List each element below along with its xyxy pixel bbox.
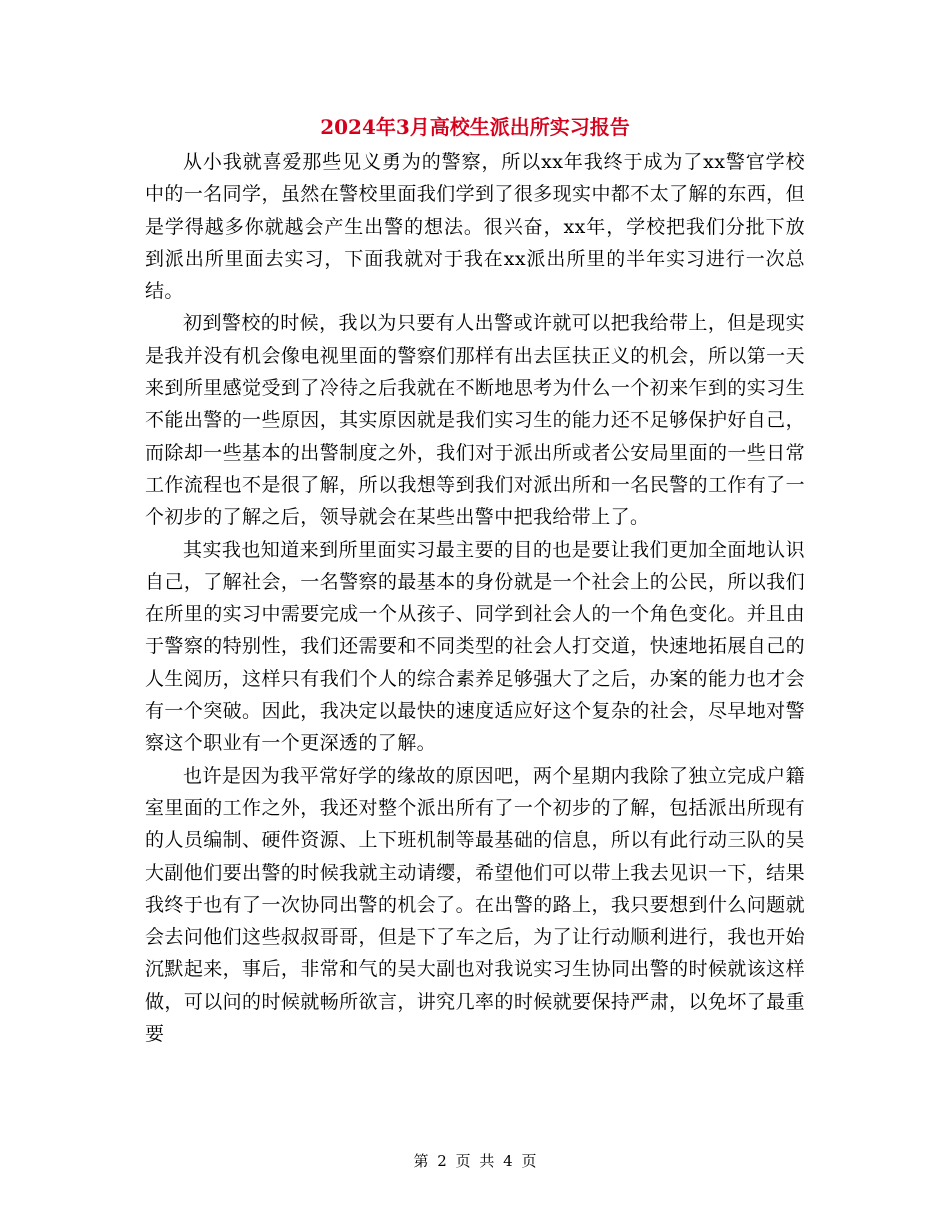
page-number-footer: 第 2 页 共 4 页 [413, 1152, 537, 1170]
document-body [145, 146, 805, 1050]
paragraph: 从小我就喜爱那些见义勇为的警察，所以xx年我终于成为了xx警官学校中的一名同学，虽然在警校里面我们学到了很多现实中都不太了解的东西，但是学得越多你就越会产生出警的想法。很兴奋，xx年，学校把我们分批下放到派出所里面去实习，下面我就对于我在xx派出所里的半年实习进行一次总结。 [145, 151, 805, 303]
document-title: 2024年3月高校生派出所实习报告 [320, 115, 630, 139]
paragraph: 初到警校的时候，我以为只要有人出警或许就可以把我给带上，但是现实是我并没有机会像电视里面的警察们那样有出去匡扶正义的机会，所以第一天来到所里感觉受到了冷待之后我就在不断地思考为什么一个初来乍到的实习生不能出警的一些原因，其实原因就是我们实习生的能力还不足够保护好自己，而除却一些基本的出警制度之外，我们对于派出所或者公安局里面的一些日常工作流程也不是很了解，所以我想等到我们对派出所和一名民警的工作有了一个初步的了解之后，领导就会在某些出警中把我给带上了。 [145, 312, 805, 529]
paragraph: 也许是因为我平常好学的缘故的原因吧，两个星期内我除了独立完成户籍室里面的工作之外，我还对整个派出所有了一个初步的了解，包括派出所现有的人员编制、硬件资源、上下班机制等最基础的信息，所以有此行动三队的吴大副他们要出警的时候我就主动请缨，希望他们可以带上我去见识一下，结果我终于也有了一次协同出警的机会了。在出警的路上，我只要想到什么问题就会去问他们这些叔叔哥哥，但是下了车之后，为了让行动顺利进行，我也开始沉默起来，事后，非常和气的吴大副也对我说实习生协同出警的时候就该这样做，可以问的时候就畅所欲言，讲究几率的时候就要保持严肃，以免坏了最重要 [145, 764, 805, 1046]
paragraph: 其实我也知道来到所里面实习最主要的目的也是要让我们更加全面地认识自己，了解社会，一名警察的最基本的身份就是一个社会上的公民，所以我们在所里的实习中需要完成一个从孩子、同学到社会人的一个角色变化。并且由于警察的特别性，我们还需要和不同类型的社会人打交道，快速地拓展自己的人生阅历，这样只有我们个人的综合素养足够强大了之后，办案的能力也才会有一个突破。因此，我决定以最快的速度适应好这个复杂的社会，尽早地对警察这个职业有一个更深透的了解。 [145, 538, 805, 755]
